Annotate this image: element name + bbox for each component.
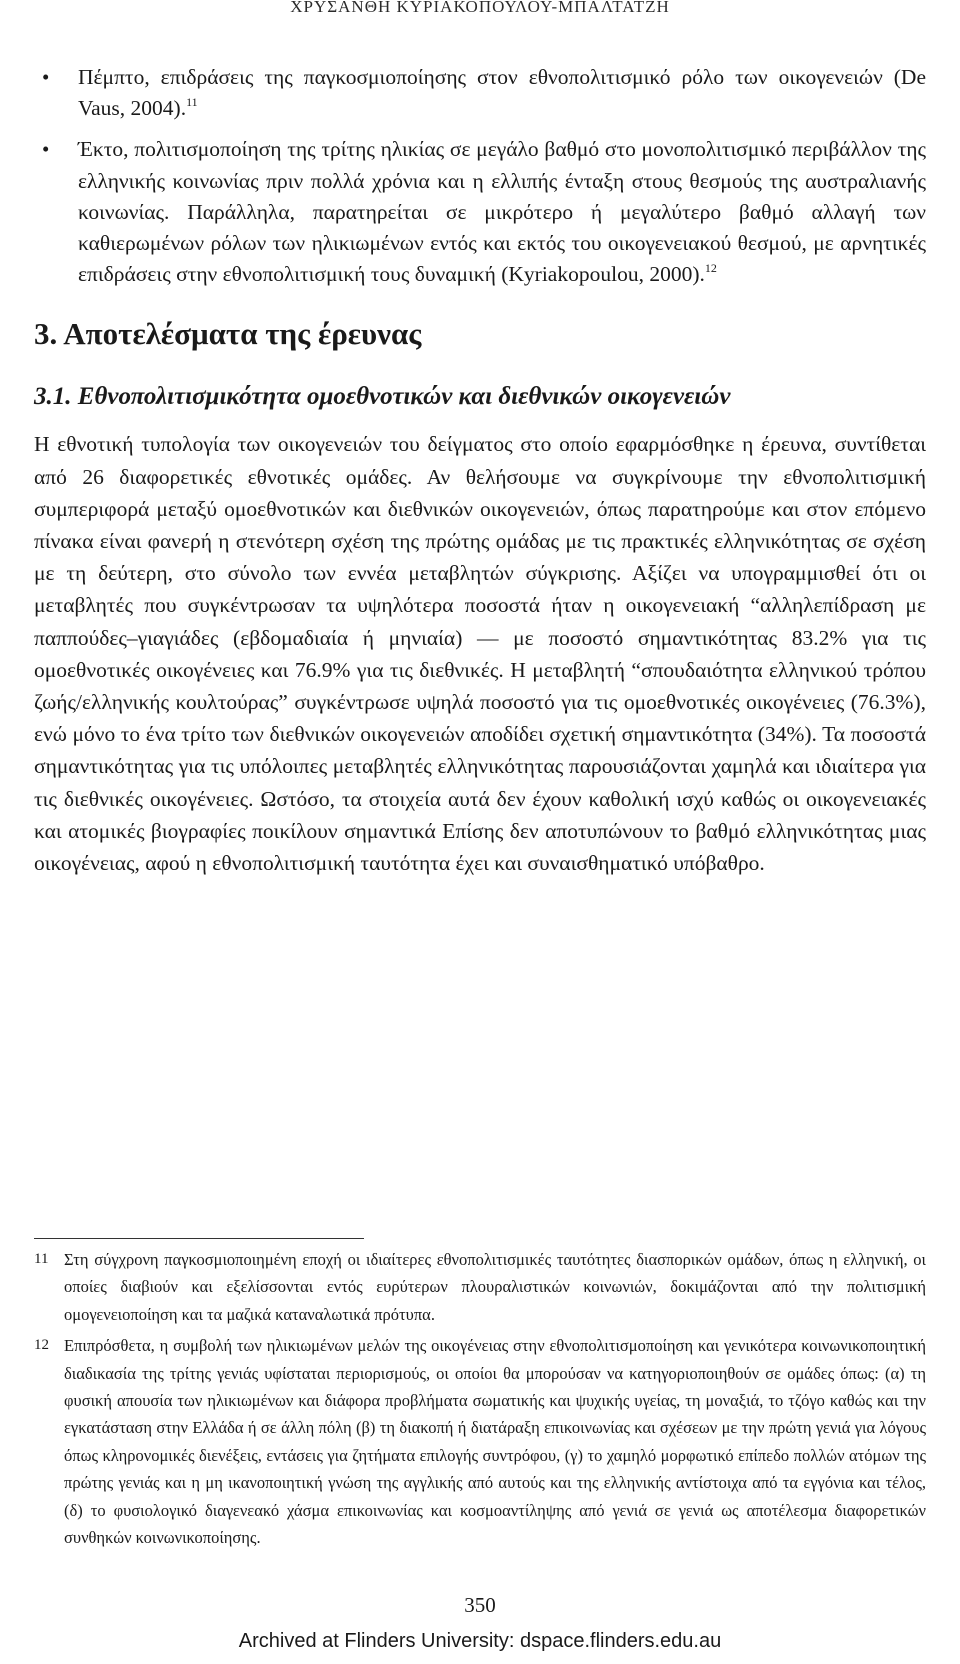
bullet-text: Έκτο, πολιτισμοποίηση της τρίτης ηλικίας σε μεγάλο βαθμό στο μονοπολιτισμικό περιβάλλον της ελληνικής κοινωνίας πριν πολλά χρόνια και η ελλιπής ένταξη στους θεσμούς της αυστραλιανής κοινωνίας. Παράλληλα, παρατηρείται σε μικρότερο ή μεγαλύτερο βαθμό αλλαγή των καθιερωμένων ρόλων των ηλικιωμένων εντός και εκτός του οικογενειακού θεσμού, με αρνητικές επιδράσεις στην εθνοπολιτισμική τους δυναμική (Kyriakopoulou, 2000). — [78, 137, 926, 287]
footnote-text: Επιπρόσθετα, η συμβολή των ηλικιωμένων μελών της οικογένειας στην εθνοπολιτισμοποίηση και γενικότερα κοινωνικοποιητική διαδικασία της τρίτης γενιάς υφίσταται περιορισμούς, οι οποίοι θα μπορούσαν να κατηγοριοποιηθούν σε ομάδες όπως: (α) τη φυσική απουσία των ηλικιωμένων και διάφορα προβλήματα σωματικής και ψυχικής υγείας, τη μοναξιά, το τζόγο καθώς και την εγκατάσταση στην Ελλάδα ή σε άλλη πόλη (β) τη διακοπή ή διατάραξη επικοινωνίας και σχέσεων με την πρώτη γενιά για λόγους όπως κληρονομικές διενέξεις, εντάσεις για ζητήματα επιλογής συντρόφου, (γ) το χαμηλό μορφωτικό επίπεδο πολλών ατόμων της πρώτης γενιάς και η μη ικανοποιητική γνώση της αγγλικής από αυτούς και της ελληνικής αντίστοιχα από τα εγγόνια και τέλος, (δ) το φυσιολογικό διαγενεακό χάσμα επικοινωνίας και κοσμοαντίληψης από γενιά σε γενιά ως αποτέλεσμα διαφορετικών συνθηκών κοινωνικοποίησης. — [64, 1336, 926, 1548]
footnote-number: 11 — [34, 1251, 49, 1267]
section-heading: 3. Αποτελέσματα της έρευνας — [34, 316, 422, 352]
page-number: 350 — [464, 1593, 496, 1617]
footnote-text: Στη σύγχρονη παγκοσμιοποιημένη εποχή οι ιδιαίτερες εθνοπολιτισμικές ταυτότητες διασπορικών ομάδων, όπως η ελληνική, οι οποίες διαβιούν και εξελίσσονται εντός ευρύτερων πλουραλιστικών κοινωνιών, δοκιμάζονται από την πολιτισμική ομογενειοποίηση και τα μαζικά καταναλωτικά πρότυπα. — [64, 1250, 926, 1324]
subsection-heading: 3.1. Εθνοπολιτισμικότητα ομοεθνοτικών και διεθνικών οικογενειών — [34, 383, 731, 411]
body-paragraph: Η εθνοτική τυπολογία των οικογενειών του δείγματος στο οποίο εφαρμόσθηκε η έρευνα, συντίθεται από 26 διαφορετικές εθνοτικές ομάδες. Αν θελήσουμε να συγκρίνουμε την εθνοπολιτισμική συμπεριφορά μεταξύ ομοεθνοτικών και διεθνικών οικογενειών, όπως παρατηρούμε και στον επόμενο πίνακα είναι φανερή η στενότερη σχέση της πρώτης ομάδας με τις πρακτικές ελληνικότητας σε σχέση με τη δεύτερη, στο σύνολο των εννέα μεταβλητών σύγκρισης. Αξίζει να υπογραμμισθεί ότι οι μεταβλητές που συγκέντρωσαν τα υψηλότερα ποσοστά ήταν η οικογενειακή “αλληλεπίδραση με παππούδες–γιαγιάδες (εβδομαδιαία ή μηνιαία) — με ποσοστό σημαντικότητας 83.2% για τις ομοεθνοτικές οικογένειες και 76.9% για τις διεθνικές. Η μεταβλητή “σπουδαιότητα ελληνικού τρόπου ζωής/ελληνικής κουλτούρας” συγκέντρωσε υψηλά ποσοστό για τις ομοεθνοτικές οικογένειες (76.3%), ενώ μόνο το ένα τρίτο των διεθνικών οικογενειών αποδίδει σχετική σημαντικότητα (34%). Τα ποσοστά σημαντικότητας για τις υπόλοιπες μεταβλητές ελληνικότητας παρουσιάζονται χαμηλά και ιδιαίτερα για τις διεθνικές οικογένειες. Ωστόσο, τα στοιχεία αυτά δεν έχουν καθολική ισχύ καθώς οι οικογενειακές και ατομικές βιογραφίες ποικίλουν σημαντικά Επίσης δεν αποτυπώνουν το βαθμό ελληνικότητας μιας οικογένειας, αφού η εθνοπολιτισμική ταυτότητα έχει και συναισθηματικό υπόβαθρο. — [34, 432, 926, 876]
bullet-list — [34, 62, 926, 290]
running-header: ΧΡΥΣΑΝΘΗ ΚΥΡΙΑΚΟΠΟΥΛΟΥ-ΜΠΑΛΤΑΤΖΗ — [290, 0, 670, 16]
page-content — [34, 62, 926, 1548]
bullet-dot-icon: • — [42, 65, 50, 89]
bullet-dot-icon: • — [42, 137, 50, 162]
bullet-item — [42, 134, 926, 290]
archive-footer: Archived at Flinders University: dspace.flinders.edu.au — [238, 1630, 722, 1652]
bullet-text: Πέμπτο, επιδράσεις της παγκοσμιοποίησης στον εθνοπολιτισμικό ρόλο των οικογενειών (De Vaus, 2004). — [78, 65, 926, 121]
bullet-item — [42, 62, 926, 124]
footnote-number: 12 — [34, 1337, 49, 1354]
footnote-ref[interactable]: 11 — [186, 95, 198, 110]
footnotes — [34, 1246, 926, 1555]
footnote — [34, 1246, 926, 1328]
footnote-ref[interactable]: 12 — [704, 261, 717, 276]
footnote — [34, 1332, 926, 1551]
footnote-divider — [34, 1238, 364, 1239]
